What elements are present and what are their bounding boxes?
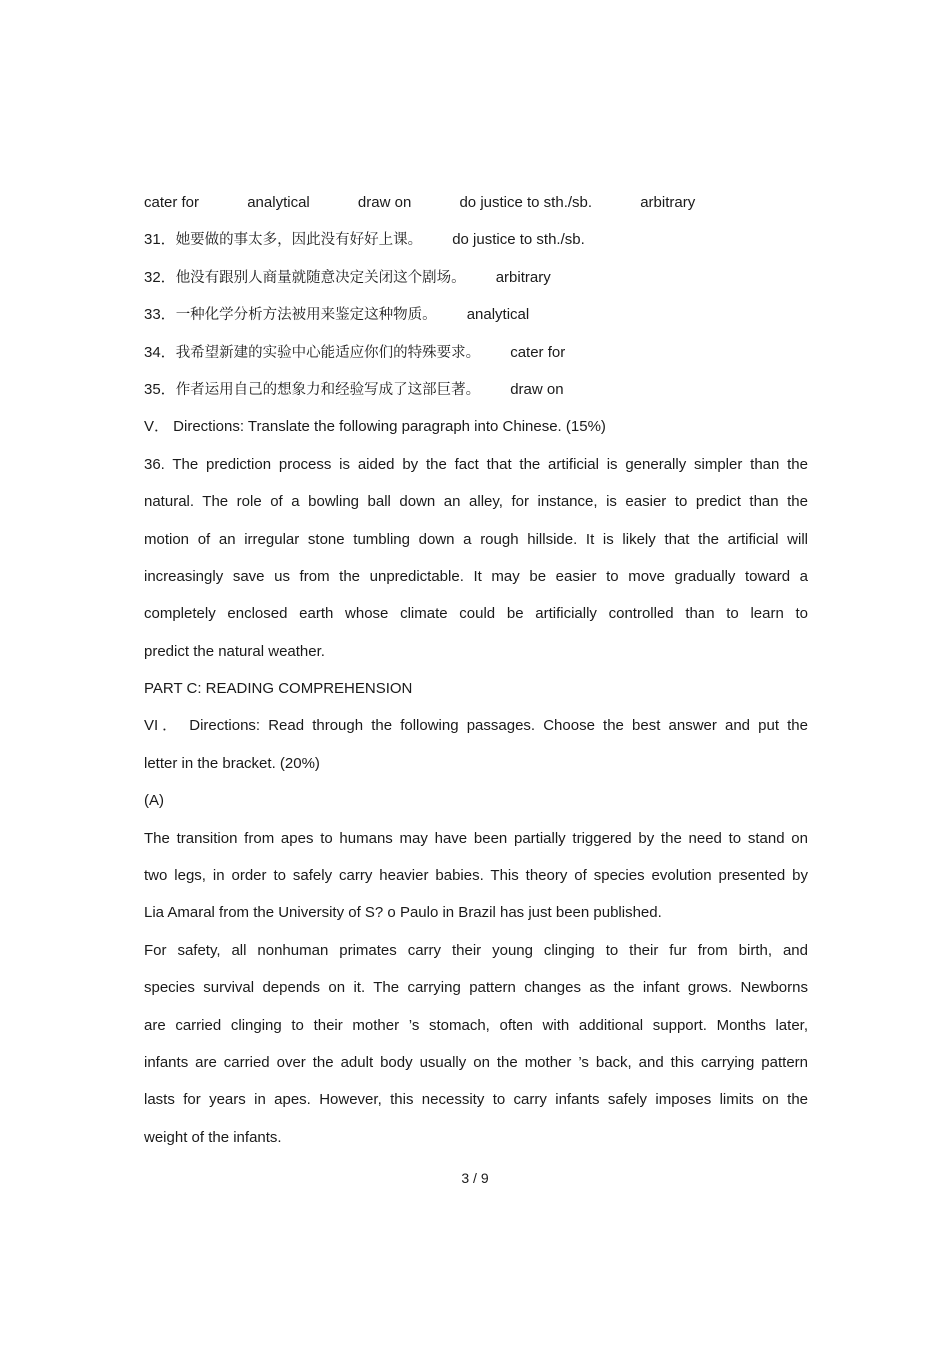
paragraph-line: 36. The prediction process is aided by the fact that the artificial is generally simpler than the bbox=[144, 455, 808, 473]
word-bank-item: analytical bbox=[247, 194, 310, 211]
word-bank bbox=[144, 190, 808, 227]
paragraph-line: increasingly save us from the unpredictable. It may be easier to move gradually toward a bbox=[144, 567, 808, 585]
paragraph-line: completely enclosed earth whose climate could be artificially controlled than to learn to bbox=[144, 605, 808, 623]
question-number: 35． bbox=[144, 380, 176, 398]
question-answer: draw on bbox=[510, 380, 564, 398]
paragraph-line: The transition from apes to humans may have been partially triggered by the need to stand on bbox=[144, 829, 808, 847]
section-heading: V． Directions: Translate the following paragraph into Chinese. (15%) bbox=[144, 418, 606, 436]
paragraph-line: weight of the infants. bbox=[144, 1128, 282, 1146]
word-bank-item: arbitrary bbox=[640, 194, 696, 211]
paragraph-line: motion of an irregular stone tumbling down a rough hillside. It is likely that the artificial will bbox=[144, 530, 808, 548]
page-number: 3 / 9 bbox=[461, 1170, 489, 1186]
paragraph-line: For safety, all nonhuman primates carry their young clinging to their fur from birth, and bbox=[144, 941, 808, 959]
question-item bbox=[144, 340, 808, 377]
paragraph-line: lasts for years in apes. However, this necessity to carry infants safely imposes limits on the bbox=[144, 1091, 808, 1109]
question-number: 31． bbox=[144, 231, 176, 249]
question-item bbox=[144, 227, 808, 264]
word-bank-item: cater for bbox=[144, 194, 200, 211]
question-item bbox=[144, 265, 808, 302]
word-bank-item: do justice to sth./sb. bbox=[459, 194, 593, 211]
paragraph-line: natural. The role of a bowling ball down an alley, for instance, is easier to predict than the bbox=[144, 493, 808, 511]
paragraph-line: are carried clinging to their mother ’s stomach, often with additional support. Months later, bbox=[144, 1016, 808, 1034]
question-number: 32． bbox=[144, 268, 176, 286]
part-heading: PART C: READING COMPREHENSION bbox=[144, 680, 413, 698]
question-number: 34． bbox=[144, 343, 176, 361]
question-number: 33． bbox=[144, 306, 176, 324]
section-heading: letter in the bracket. (20%) bbox=[144, 754, 320, 772]
word-bank-item: draw on bbox=[357, 194, 412, 211]
paragraph-line: infants are carried over the adult body usually on the mother ’s back, and this carrying pattern bbox=[144, 1053, 808, 1071]
paragraph-line: Lia Amaral from the University of S? o Paulo in Brazil has just been published. bbox=[144, 904, 662, 922]
question-chinese: 她要做的事太多，因此没有好好上课。 bbox=[175, 232, 423, 249]
question-item bbox=[144, 377, 808, 414]
question-answer: cater for bbox=[510, 343, 566, 361]
question-chinese: 他没有跟别人商量就随意决定关闭这个剧场。 bbox=[175, 269, 466, 286]
question-chinese: 作者运用自己的想象力和经验写成了这部巨著。 bbox=[175, 381, 481, 398]
section-heading: VI． Directions: Read through the following passages. Choose the best answer and put the bbox=[144, 717, 808, 735]
question-chinese: 我希望新建的实验中心能适应你们的特殊要求。 bbox=[175, 344, 481, 361]
question-answer: do justice to sth./sb. bbox=[452, 231, 585, 249]
page-content bbox=[144, 190, 808, 1162]
question-answer: analytical bbox=[466, 306, 530, 324]
question-chinese: 一种化学分析方法被用来鉴定这种物质。 bbox=[175, 307, 437, 324]
paragraph-line: predict the natural weather. bbox=[144, 642, 325, 660]
question-answer: arbitrary bbox=[495, 268, 551, 286]
paragraph-line: species survival depends on it. The carrying pattern changes as the infant grows. Newborns bbox=[144, 979, 808, 997]
question-item bbox=[144, 302, 808, 339]
paragraph-line: two legs, in order to safely carry heavier babies. This theory of species evolution presented by bbox=[144, 867, 808, 885]
passage-label: (A) bbox=[144, 792, 164, 810]
